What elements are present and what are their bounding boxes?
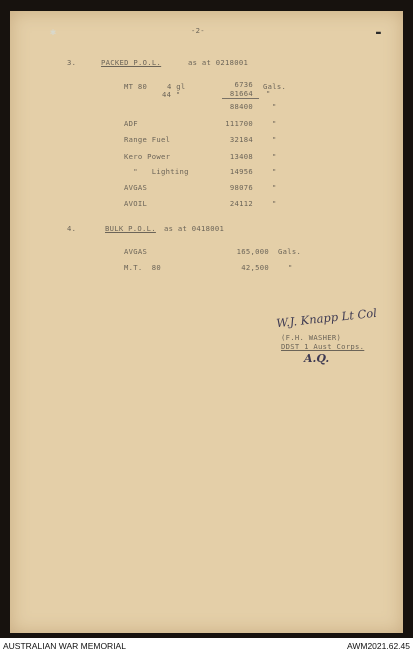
- handwritten-annotation: A.Q.: [304, 352, 330, 365]
- row-unit: ": [272, 183, 277, 192]
- mt80-value-a: 6736: [234, 80, 253, 89]
- row-value: 111700: [225, 119, 253, 128]
- row-value: 24112: [229, 199, 253, 208]
- section3-as-at: as at 0218001: [188, 58, 249, 67]
- row-label: Range Fuel: [124, 135, 171, 144]
- row-label: Kero Power: [124, 152, 171, 161]
- handwritten-signature: W.J. Knapp Lt Col: [275, 305, 378, 331]
- row-value: 32184: [229, 135, 253, 144]
- row-value: 14956: [229, 167, 253, 176]
- mt80-total-unit: ": [272, 102, 277, 111]
- section4-number: 4.: [67, 224, 77, 233]
- page-number: -2-: [191, 26, 205, 35]
- row-label: " Lighting: [124, 167, 189, 176]
- mt80-unit-b: ": [266, 89, 271, 98]
- row-label: AVGAS: [124, 183, 148, 192]
- mt80-label: MT 80: [124, 82, 148, 91]
- row-label: AVOIL: [124, 199, 148, 208]
- section3-heading: PACKED P.O.L.: [101, 58, 162, 67]
- paper-blemish-mark: ✱: [50, 27, 57, 38]
- mt80-unit-a: Gals.: [263, 82, 287, 91]
- mt80-sub-a: 4 gl: [167, 82, 186, 91]
- bulk-row-label: M.T. 80: [124, 263, 162, 272]
- row-unit: ": [272, 152, 277, 161]
- signatory-title: DDST 1 Aust Corps.: [281, 342, 365, 351]
- mt80-total: 88400: [229, 102, 253, 111]
- bulk-row-value: 42,500: [241, 263, 269, 272]
- bulk-row-value: 165,000: [236, 247, 269, 256]
- footer-institution: AUSTRALIAN WAR MEMORIAL: [3, 641, 126, 651]
- mt80-value-b: 81664: [229, 89, 253, 98]
- row-label: ADF: [124, 119, 138, 128]
- mt80-sub-b: 44 ": [162, 90, 181, 99]
- footer-catalog-id: AWM2021.62.45: [347, 641, 410, 651]
- signatory-name: (F.H. WASHER): [281, 333, 342, 342]
- row-unit: ": [272, 119, 277, 128]
- section4-heading: BULK P.O.L.: [105, 224, 156, 233]
- section4-as-at: as at 0418001: [164, 224, 225, 233]
- row-value: 13408: [229, 152, 253, 161]
- row-value: 98076: [229, 183, 253, 192]
- bulk-row-unit: ": [288, 263, 293, 272]
- row-unit: ": [272, 135, 277, 144]
- row-unit: ": [272, 167, 277, 176]
- bulk-row-label: AVGAS: [124, 247, 148, 256]
- sum-rule: [222, 98, 259, 99]
- row-unit: ": [272, 199, 277, 208]
- corner-mark: ▬: [376, 28, 381, 37]
- bulk-row-unit: Gals.: [278, 247, 302, 256]
- section3-number: 3.: [67, 58, 77, 67]
